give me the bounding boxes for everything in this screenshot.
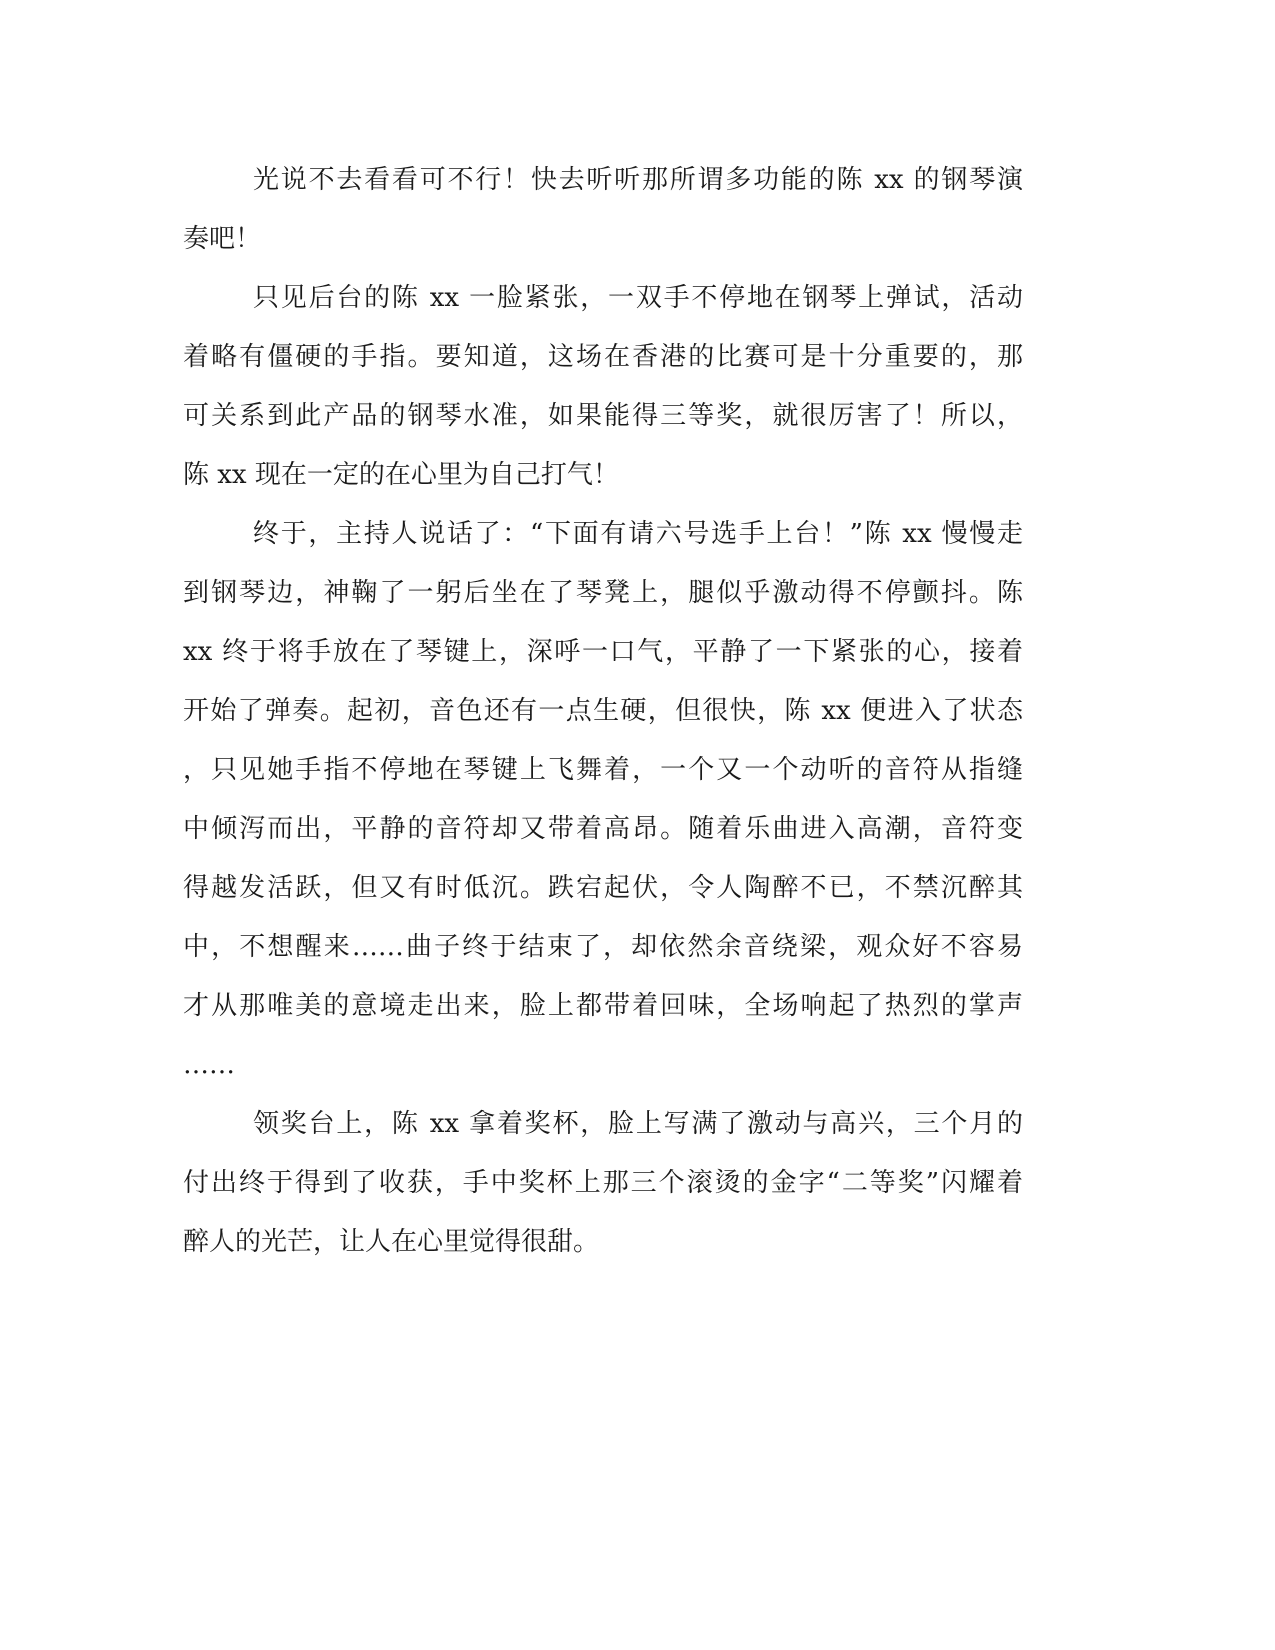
paragraph-3-line-7: 得越发活跃，但又有时低沉。跌宕起伏，令人陶醉不已，不禁沉醉其 (183, 873, 1023, 903)
paragraph-3-line-2: 到钢琴边，神鞠了一躬后坐在了琴凳上，腿似乎激动得不停颤抖。陈 (183, 578, 1023, 608)
paragraph-3-line-5: ，只见她手指不停地在琴键上飞舞着，一个又一个动听的音符从指缝 (183, 755, 1023, 785)
paragraph-2-line-2: 着略有僵硬的手指。要知道，这场在香港的比赛可是十分重要的，那 (183, 342, 1023, 372)
paragraph-2-line-3: 可关系到此产品的钢琴水准，如果能得三等奖，就很厉害了！所以， (183, 401, 1023, 431)
paragraph-3-line-9: 才从那唯美的意境走出来，脸上都带着回味，全场响起了热烈的掌声 (183, 991, 1023, 1021)
paragraph-3-line-4: 开始了弹奏。起初，音色还有一点生硬，但很快，陈 xx 便进入了状态 (183, 696, 1023, 726)
paragraph-3-line-10: …… (183, 1050, 235, 1080)
paragraph-1-line-1: 光说不去看看可不行！快去听听那所谓多功能的陈 xx 的钢琴演 (253, 165, 1023, 195)
paragraph-3-line-6: 中倾泻而出，平静的音符却又带着高昂。随着乐曲进入高潮，音符变 (183, 814, 1023, 844)
paragraph-3-line-1: 终于，主持人说话了：“下面有请六号选手上台！”陈 xx 慢慢走 (253, 519, 1023, 549)
paragraph-4-line-1: 领奖台上，陈 xx 拿着奖杯，脸上写满了激动与高兴，三个月的 (253, 1109, 1023, 1139)
paragraph-2-line-1: 只见后台的陈 xx 一脸紧张，一双手不停地在钢琴上弹试，活动 (253, 283, 1023, 313)
paragraph-4-line-2: 付出终于得到了收获，手中奖杯上那三个滚烫的金字“二等奖”闪耀着 (183, 1168, 1023, 1198)
paragraph-2-line-4: 陈 xx 现在一定的在心里为自己打气！ (183, 460, 619, 490)
paragraph-4-line-3: 醉人的光芒，让人在心里觉得很甜。 (183, 1227, 600, 1257)
paragraph-3-line-8: 中，不想醒来……曲子终于结束了，却依然余音绕梁，观众好不容易 (183, 932, 1023, 962)
paragraph-1-line-2: 奏吧！ (183, 224, 262, 254)
paragraph-3-line-3: xx 终于将手放在了琴键上，深呼一口气，平静了一下紧张的心，接着 (183, 637, 1023, 667)
